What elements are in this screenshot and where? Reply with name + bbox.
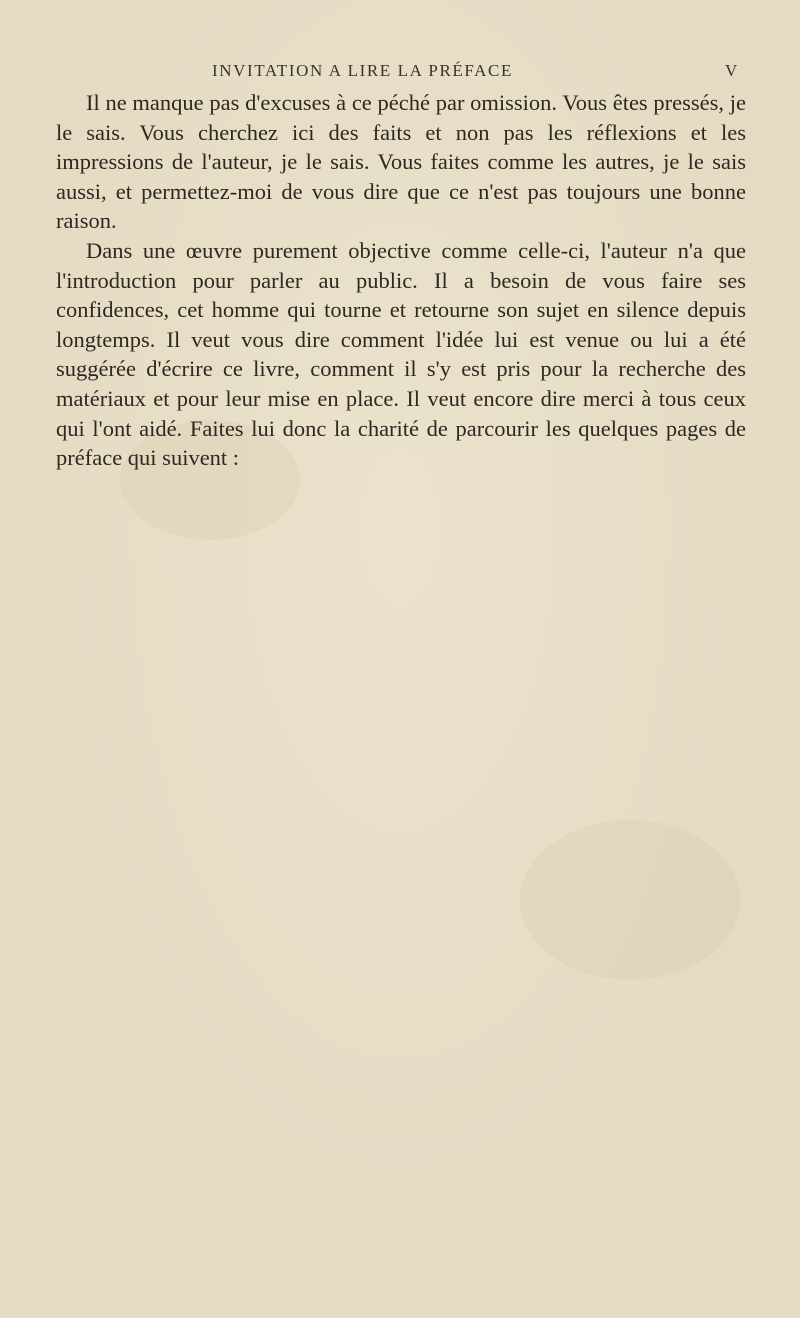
paragraph: Dans une œuvre purement objective comme celle-ci, l'auteur n'a que l'introduction pour parler au public. Il a besoin de vous faire ses confidences, cet homme qui tourne et retourne son sujet en silence depuis longtemps. Il veut vous dire comment l'idée lui est venue ou lui a été suggérée d'écrire ce livre, comment il s'y est pris pour la recherche des matériaux et pour leur mise en place. Il veut encore dire merci à tous ceux qui l'ont aidé. Faites lui donc la charité de parcourir les quelques pages de préface qui suivent : (56, 237, 746, 471)
paragraph: Il ne manque pas d'excuses à ce péché par omission. Vous êtes pressés, je le sais. Vous cherchez ici des faits et non pas les réflexions et les impressions de l'auteur, je le sais. Vous faites comme les autres, je le sais aussi, et permettez-moi de vous dire que ce n'est pas toujours une bonne raison. (56, 90, 746, 234)
running-title: INVITATION A LIRE LA PRÉFACE (212, 61, 513, 80)
paper-stain (520, 820, 740, 980)
running-head (0, 61, 800, 87)
body-text (56, 88, 746, 473)
page-number: V (725, 61, 738, 80)
